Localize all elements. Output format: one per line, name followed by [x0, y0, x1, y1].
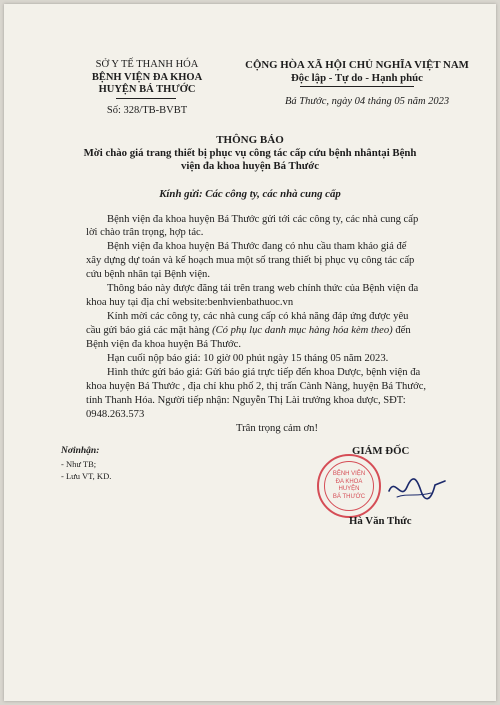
document-subtitle-line1: Mời chào giá trang thiết bị phục vụ công tác cấp cứu bệnh nhântại Bệnh: [83, 147, 417, 159]
stamp-text: BÁ THƯỚC: [332, 493, 366, 500]
signer-title: GIÁM ĐỐC: [352, 445, 410, 457]
body-line: xây dựng dự toán và kế hoạch mua một số trang thiết bị phục vụ công tác cấp: [86, 255, 415, 266]
body-line: cứu bệnh nhân tại Bệnh viện.: [86, 269, 211, 280]
body-line: tỉnh Thanh Hóa. Người tiếp nhận: Nguyễn Thị Lài trưởng khoa dược, SĐT:: [86, 395, 406, 406]
hospital-name-line2: HUYỆN BÁ THƯỚC: [98, 84, 196, 95]
document-subtitle-line2: viện đa khoa huyện Bá Thước: [181, 160, 319, 172]
document-page: [4, 4, 496, 701]
closing-thanks: Trân trọng cảm ơn!: [236, 423, 319, 434]
document-title: THÔNG BÁO: [216, 134, 284, 146]
stamp-text: ĐA KHOA: [335, 478, 363, 485]
greeting: Kính gửi: Các công ty, các nhà cung cấp: [159, 188, 341, 200]
signer-name: Hà Văn Thức: [349, 515, 412, 527]
recipient-item: - Như TB;: [61, 459, 97, 469]
body-text: đến: [395, 325, 411, 336]
phone-number: 0948.263.573: [86, 409, 145, 420]
recipient-item: - Lưu VT, KD.: [61, 471, 112, 481]
place-and-date: Bá Thước, ngày 04 tháng 05 năm 2023: [285, 96, 450, 107]
body-line: Hình thức gửi báo giá: Gửi báo giá trực tiếp đến khoa Dược, bệnh viện đa: [107, 367, 421, 378]
national-motto: Độc lập - Tự do - Hạnh phúc: [291, 72, 423, 84]
document-number: Số: 328/TB-BVBT: [106, 105, 188, 116]
hospital-name-line1: BỆNH VIỆN ĐA KHOA: [91, 72, 203, 83]
body-line: lời chào trân trọng, hợp tác.: [86, 227, 204, 238]
body-line: Bệnh viện đa khoa huyện Bá Thước gửi tới các công ty, các nhà cung cấp: [107, 214, 419, 225]
stamp-text: HUYỆN: [338, 486, 360, 492]
ministry-name: SỞ Y TẾ THANH HÓA: [95, 59, 199, 70]
body-line-mixed: [86, 324, 411, 338]
handwritten-signature: [387, 471, 447, 507]
body-line: Bệnh viện đa khoa huyện Bá Thước.: [86, 339, 242, 350]
recipients-heading: Nơinhận:: [61, 446, 100, 456]
body-line: khoa huyện Bá Thước , địa chỉ khu phố 2, thị trấn Cành Nàng, huyện Bá Thước,: [86, 381, 427, 392]
nation-name: CỘNG HÒA XÃ HỘI CHỦ NGHĨA VIỆT NAM: [245, 59, 469, 71]
body-line: Kính mời các công ty, các nhà cung cấp có khả năng đáp ứng được yêu: [107, 311, 409, 322]
deadline-line: Hạn cuối nộp báo giá: 10 giờ 00 phút ngày 15 tháng 05 năm 2023.: [107, 353, 389, 364]
body-line: Thông báo này được đăng tải trên trang web chính thức của Bệnh viện đa: [107, 283, 419, 294]
motto-underline: [300, 86, 414, 87]
body-line: khoa huy tại địa chỉ website:benhvienbathuoc.vn: [86, 297, 294, 308]
body-text: cầu gửi báo giá các mặt hàng: [86, 325, 210, 336]
stamp-text: BỆNH VIỆN: [332, 471, 366, 477]
body-line: Bệnh viện đa khoa huyện Bá Thước đang có nhu cầu tham khảo giá để: [107, 241, 407, 252]
official-stamp: [317, 454, 381, 518]
appendix-note: (Có phụ lục danh mục hàng hóa kèm theo): [212, 325, 393, 336]
left-header-underline: [116, 98, 176, 99]
